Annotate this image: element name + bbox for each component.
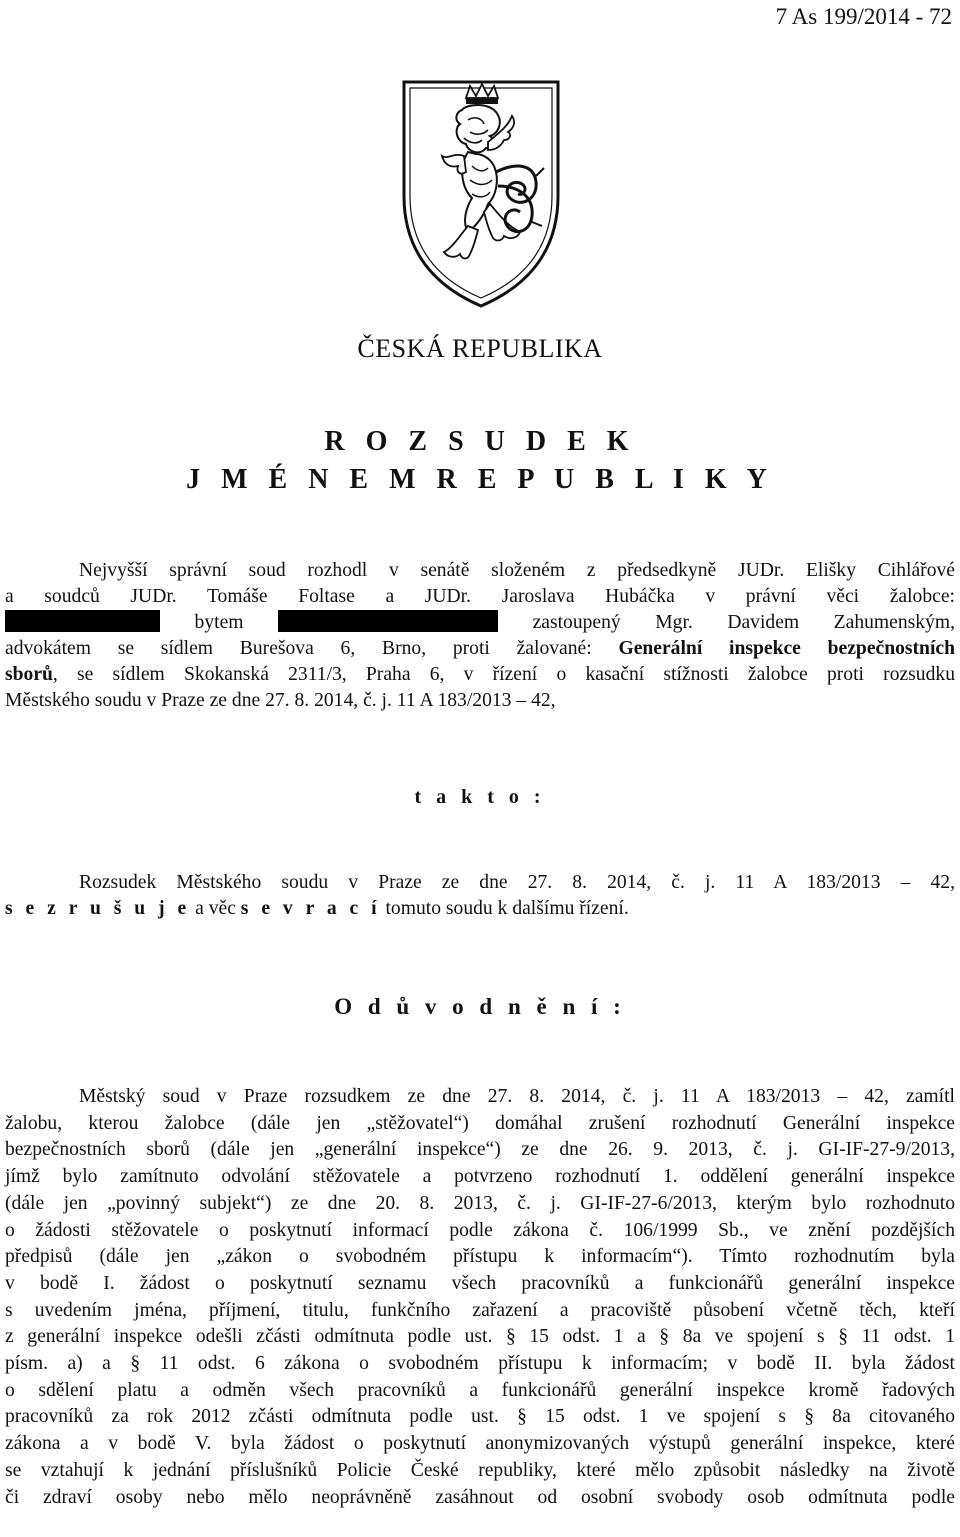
reasoning-line: bezpečnostních sborů (dále jen „generální inspekce“) ze dne 26. 9. 2013, č. j. GI-IF-27-9/2013, bbox=[5, 1139, 955, 1161]
reasoning-paragraph bbox=[5, 1084, 955, 1511]
reasoning-line: s uvedením jména, příjmení, titulu, funkčního zařazení a pracoviště působení včetně těch, kteří bbox=[5, 1299, 955, 1321]
address-label: bytem bbox=[194, 612, 244, 633]
reasoning-line: v bodě I. žádost o poskytnutí seznamu všech pracovníků a funkcionářů generální inspekce bbox=[5, 1272, 955, 1294]
reasoning-line: (dále jen „povinný subjekt“) ze dne 20. 8. 2013, č. j. GI-IF-27-6/2013, kterým bylo rozhodnuto bbox=[5, 1192, 955, 1214]
defendant-name-end: sborů bbox=[5, 664, 53, 685]
reasoning-line: jímž bylo zamítnuto odvolání stěžovatele a potvrzeno rozhodnutí 1. oddělení generální inspekce bbox=[5, 1166, 955, 1188]
intro-text: , se sídlem Skokanská 2311/3, Praha 6, v řízení o kasační stížnosti žalobce proti rozsudku bbox=[52, 664, 955, 685]
intro-line: Městského soudu v Praze ze dne 27. 8. 2014, č. j. 11 A 183/2013 – 42, bbox=[5, 690, 556, 711]
judgment-subtitle: J M É N E M R E P U B L I K Y bbox=[186, 464, 774, 495]
reasoning-line: či zdraví osoby nebo mělo neoprávněně zasáhnout od osobní svobody osob odmítnuta podle bbox=[5, 1486, 955, 1508]
intro-paragraph bbox=[5, 558, 955, 714]
reasoning-line: předpisů (dále jen „zákon o svobodném přístupu k informacím“). Tímto rozhodnutím byla bbox=[5, 1246, 955, 1268]
defendant-name: Generální inspekce bezpečnostních bbox=[618, 638, 955, 659]
intro-line: a soudců JUDr. Tomáše Foltase a JUDr. Jaroslava Hubáčka v právní věci žalobce: bbox=[5, 586, 955, 607]
reasoning-line: o sdělení platu a odměn všech pracovníků a funkcionářů generální inspekce kromě řadových bbox=[5, 1379, 955, 1401]
reasoning-line: o žádosti stěžovatele o poskytnutí informací podle zákona č. 106/1999 Sb., ve znění pozdějších bbox=[5, 1219, 955, 1241]
reasoning-line: žalobu, kterou žalobce (dále jen „stěžovatel“) domáhal zrušení rozhodnutí Generální inspekce bbox=[5, 1112, 955, 1134]
intro-line bbox=[5, 662, 955, 688]
reasoning-line: Městský soud v Praze rozsudkem ze dne 27. 8. 2014, č. j. 11 A 183/2013 – 42, zamítl bbox=[79, 1086, 955, 1107]
return-phrase: s e v r a c í bbox=[240, 898, 381, 919]
judgment-title: R O Z S U D E K bbox=[324, 426, 636, 457]
annul-phrase: s e z r u š u j e bbox=[5, 898, 191, 919]
intro-line: Nejvyšší správní soud rozhodl v senátě složeném z předsedkyně JUDr. Elišky Cihlářové bbox=[79, 560, 955, 581]
case-reference: 7 As 199/2014 - 72 bbox=[775, 4, 952, 29]
czech-coat-of-arms-icon bbox=[396, 76, 566, 311]
intro-line bbox=[5, 636, 955, 662]
reasoning-line: se vztahují k jednání příslušníků Policie České republiky, které mělo způsobit následky na životě bbox=[5, 1459, 955, 1481]
reasoning-line: písm. a) a § 11 odst. 6 zákona o svobodném přístupu k informacím; v bodě II. byla žádost bbox=[5, 1353, 955, 1375]
verdict-paragraph bbox=[5, 870, 955, 922]
reasoning-line: zákona a v bodě V. byla žádost o poskytnutí anonymizovaných výstupů generální inspekce, které bbox=[5, 1433, 955, 1455]
intro-line bbox=[5, 610, 955, 636]
verdict-line bbox=[5, 896, 955, 922]
representative-text: zastoupený Mgr. Davidem Zahumenským, bbox=[532, 612, 956, 633]
intro-text: advokátem se sídlem Burešova 6, Brno, proti žalované: bbox=[5, 638, 592, 659]
redaction-block bbox=[5, 610, 160, 632]
verdict-text: tomuto soudu k dalšímu řízení. bbox=[380, 898, 629, 919]
takto-heading: t a k t o : bbox=[414, 786, 546, 808]
reasoning-line: z generální inspekce odešli zčásti odmítnuta podle ust. § 15 odst. 1 a § 8a ve spojení s § 11 odst. 1 bbox=[5, 1326, 955, 1348]
reasoning-line: pracovníků za rok 2012 zčásti odmítnuta podle ust. § 15 odst. 1 ve spojení s § 8a citovaného bbox=[5, 1406, 955, 1428]
country-name: ČESKÁ REPUBLIKA bbox=[357, 334, 603, 363]
redaction-block bbox=[278, 610, 498, 632]
verdict-line: Rozsudek Městského soudu v Praze ze dne 27. 8. 2014, č. j. 11 A 183/2013 – 42, bbox=[79, 872, 955, 893]
reasoning-heading: O d ů v o d n ě n í : bbox=[334, 994, 626, 1019]
verdict-text: a věc bbox=[190, 898, 241, 919]
